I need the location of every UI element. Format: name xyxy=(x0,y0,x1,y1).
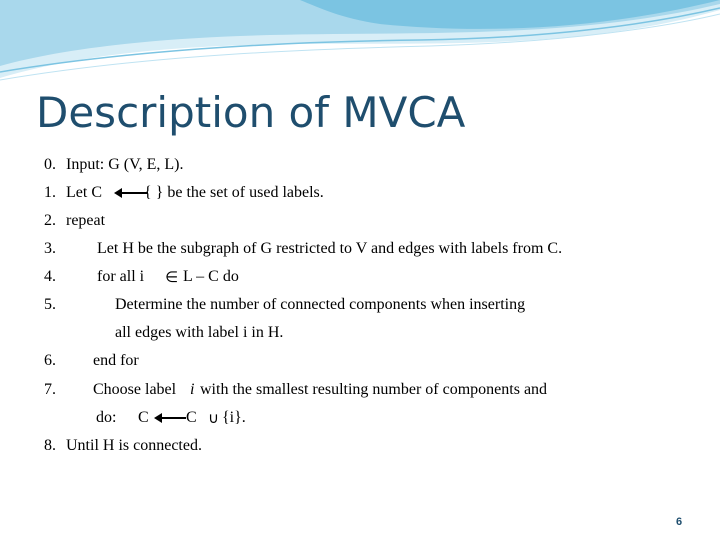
line-number: 3. xyxy=(44,240,56,257)
line-number: 4. xyxy=(44,268,56,285)
line-text-pre: for all i xyxy=(97,268,145,285)
line-text: end for xyxy=(93,352,139,369)
line-text-pre: Let C xyxy=(66,184,102,201)
line-text-pre: Choose label xyxy=(93,381,177,398)
line-number: 8. xyxy=(44,437,56,454)
line-text: Let H be the subgraph of G restricted to V and edges with labels from C. xyxy=(97,240,563,257)
line-text: Determine the number of connected components when inserting xyxy=(115,296,526,313)
variable-i: i xyxy=(190,381,195,398)
line-number: 5. xyxy=(44,296,56,313)
do-label: do: xyxy=(96,409,117,426)
line-number: 7. xyxy=(44,381,56,398)
element-of-symbol: ∈ xyxy=(165,268,179,286)
line-text-post: { } be the set of used labels. xyxy=(144,184,324,201)
line-number: 1. xyxy=(44,184,56,201)
slide-title: Description of MVCA xyxy=(36,88,466,137)
header-wave-decoration xyxy=(0,0,720,90)
left-arrow-icon xyxy=(114,187,148,199)
line-text: Input: G (V, E, L). xyxy=(66,156,184,173)
union-symbol: ∪ xyxy=(208,409,219,427)
line-number: 6. xyxy=(44,352,56,369)
line-text: all edges with label i in H. xyxy=(115,324,284,341)
line-text: Until H is connected. xyxy=(66,437,202,454)
line-number: 2. xyxy=(44,212,56,229)
page-number: 6 xyxy=(676,516,683,528)
line-text: repeat xyxy=(66,212,106,229)
left-arrow-icon xyxy=(154,412,186,424)
line-number: 0. xyxy=(44,156,56,173)
set-c: C xyxy=(186,409,197,426)
set-c: C xyxy=(138,409,149,426)
line-text-post: L – C do xyxy=(183,268,239,285)
set-i: {i}. xyxy=(222,409,246,426)
line-text-post: with the smallest resulting number of components and xyxy=(200,381,548,398)
